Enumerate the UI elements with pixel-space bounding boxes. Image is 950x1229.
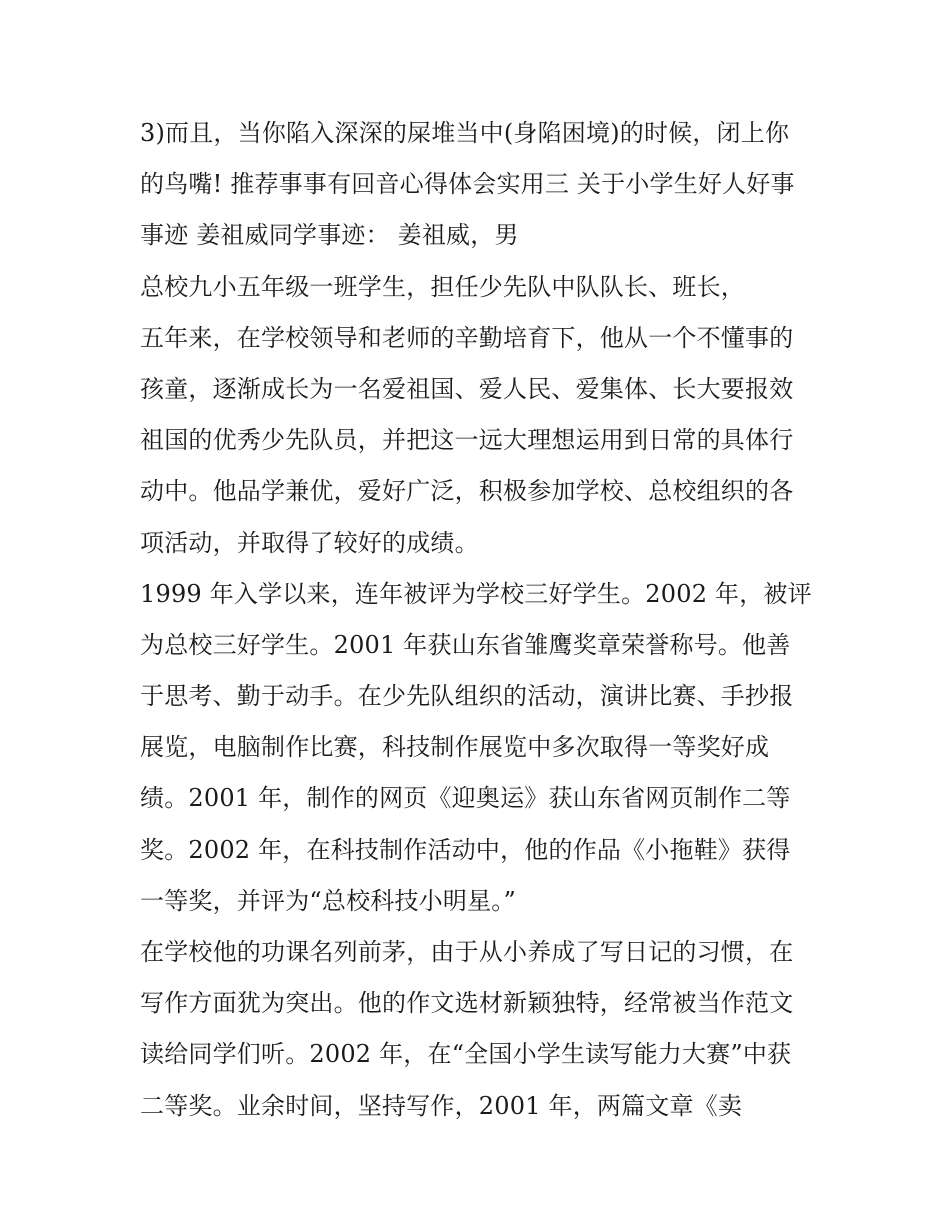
text-line: 二等奖。业余时间，坚持写作，2001 年，两篇文章《卖 xyxy=(140,1091,743,1120)
document-body xyxy=(140,108,820,1132)
text-line: 1999 年入学以来，连年被评为学校三好学生。2002 年，被评 xyxy=(140,579,812,608)
text-line: 于思考、勤于动手。在少先队组织的活动，演讲比赛、手抄报 xyxy=(140,682,794,711)
text-line: 动中。他品学兼优，爱好广泛，积极参加学校、总校组织的各 xyxy=(140,477,794,506)
text-line: 写作方面犹为突出。他的作文选材新颖独特，经常被当作范文 xyxy=(140,989,794,1018)
text-line: 在学校他的功课名列前茅，由于从小养成了写日记的习惯，在 xyxy=(140,938,794,966)
text-line: 3)而且，当你陷入深深的屎堆当中(身陷困境)的时候，闭上你 xyxy=(140,119,790,147)
text-line: 的鸟嘴! 推荐事事有回音心得体会实用三 关于小学生好人好事 xyxy=(140,170,795,199)
text-line: 祖国的优秀少先队员，并把这一远大理想运用到日常的具体行 xyxy=(140,426,794,455)
text-line: 五年来，在学校领导和老师的辛勤培育下，他从一个不懂事的 xyxy=(140,323,794,352)
text-line: 奖。2002 年，在科技制作活动中，他的作品《小拖鞋》获得 xyxy=(140,835,791,864)
text-line: 绩。2001 年，制作的网页《迎奥运》获山东省网页制作二等 xyxy=(140,784,791,813)
text-line: 孩童，逐渐成长为一名爱祖国、爱人民、爱集体、长大要报效 xyxy=(140,374,794,403)
text-line: 总校九小五年级一班学生，担任少先队中队队长、班长， xyxy=(140,272,745,301)
text-line: 为总校三好学生。2001 年获山东省雏鹰奖章荣誉称号。他善 xyxy=(140,630,791,659)
text-line: 展览，电脑制作比赛，科技制作展览中多次取得一等奖好成 xyxy=(140,733,770,762)
text-line: 事迹 姜祖威同学事迹： 姜祖威，男 xyxy=(140,221,519,250)
text-line: 项活动，并取得了较好的成绩。 xyxy=(140,528,479,557)
text-line: 读给同学们听。2002 年，在“全国小学生读写能力大赛”中获 xyxy=(140,1040,792,1069)
text-line: 一等奖，并评为“总校科技小明星。” xyxy=(140,886,516,915)
